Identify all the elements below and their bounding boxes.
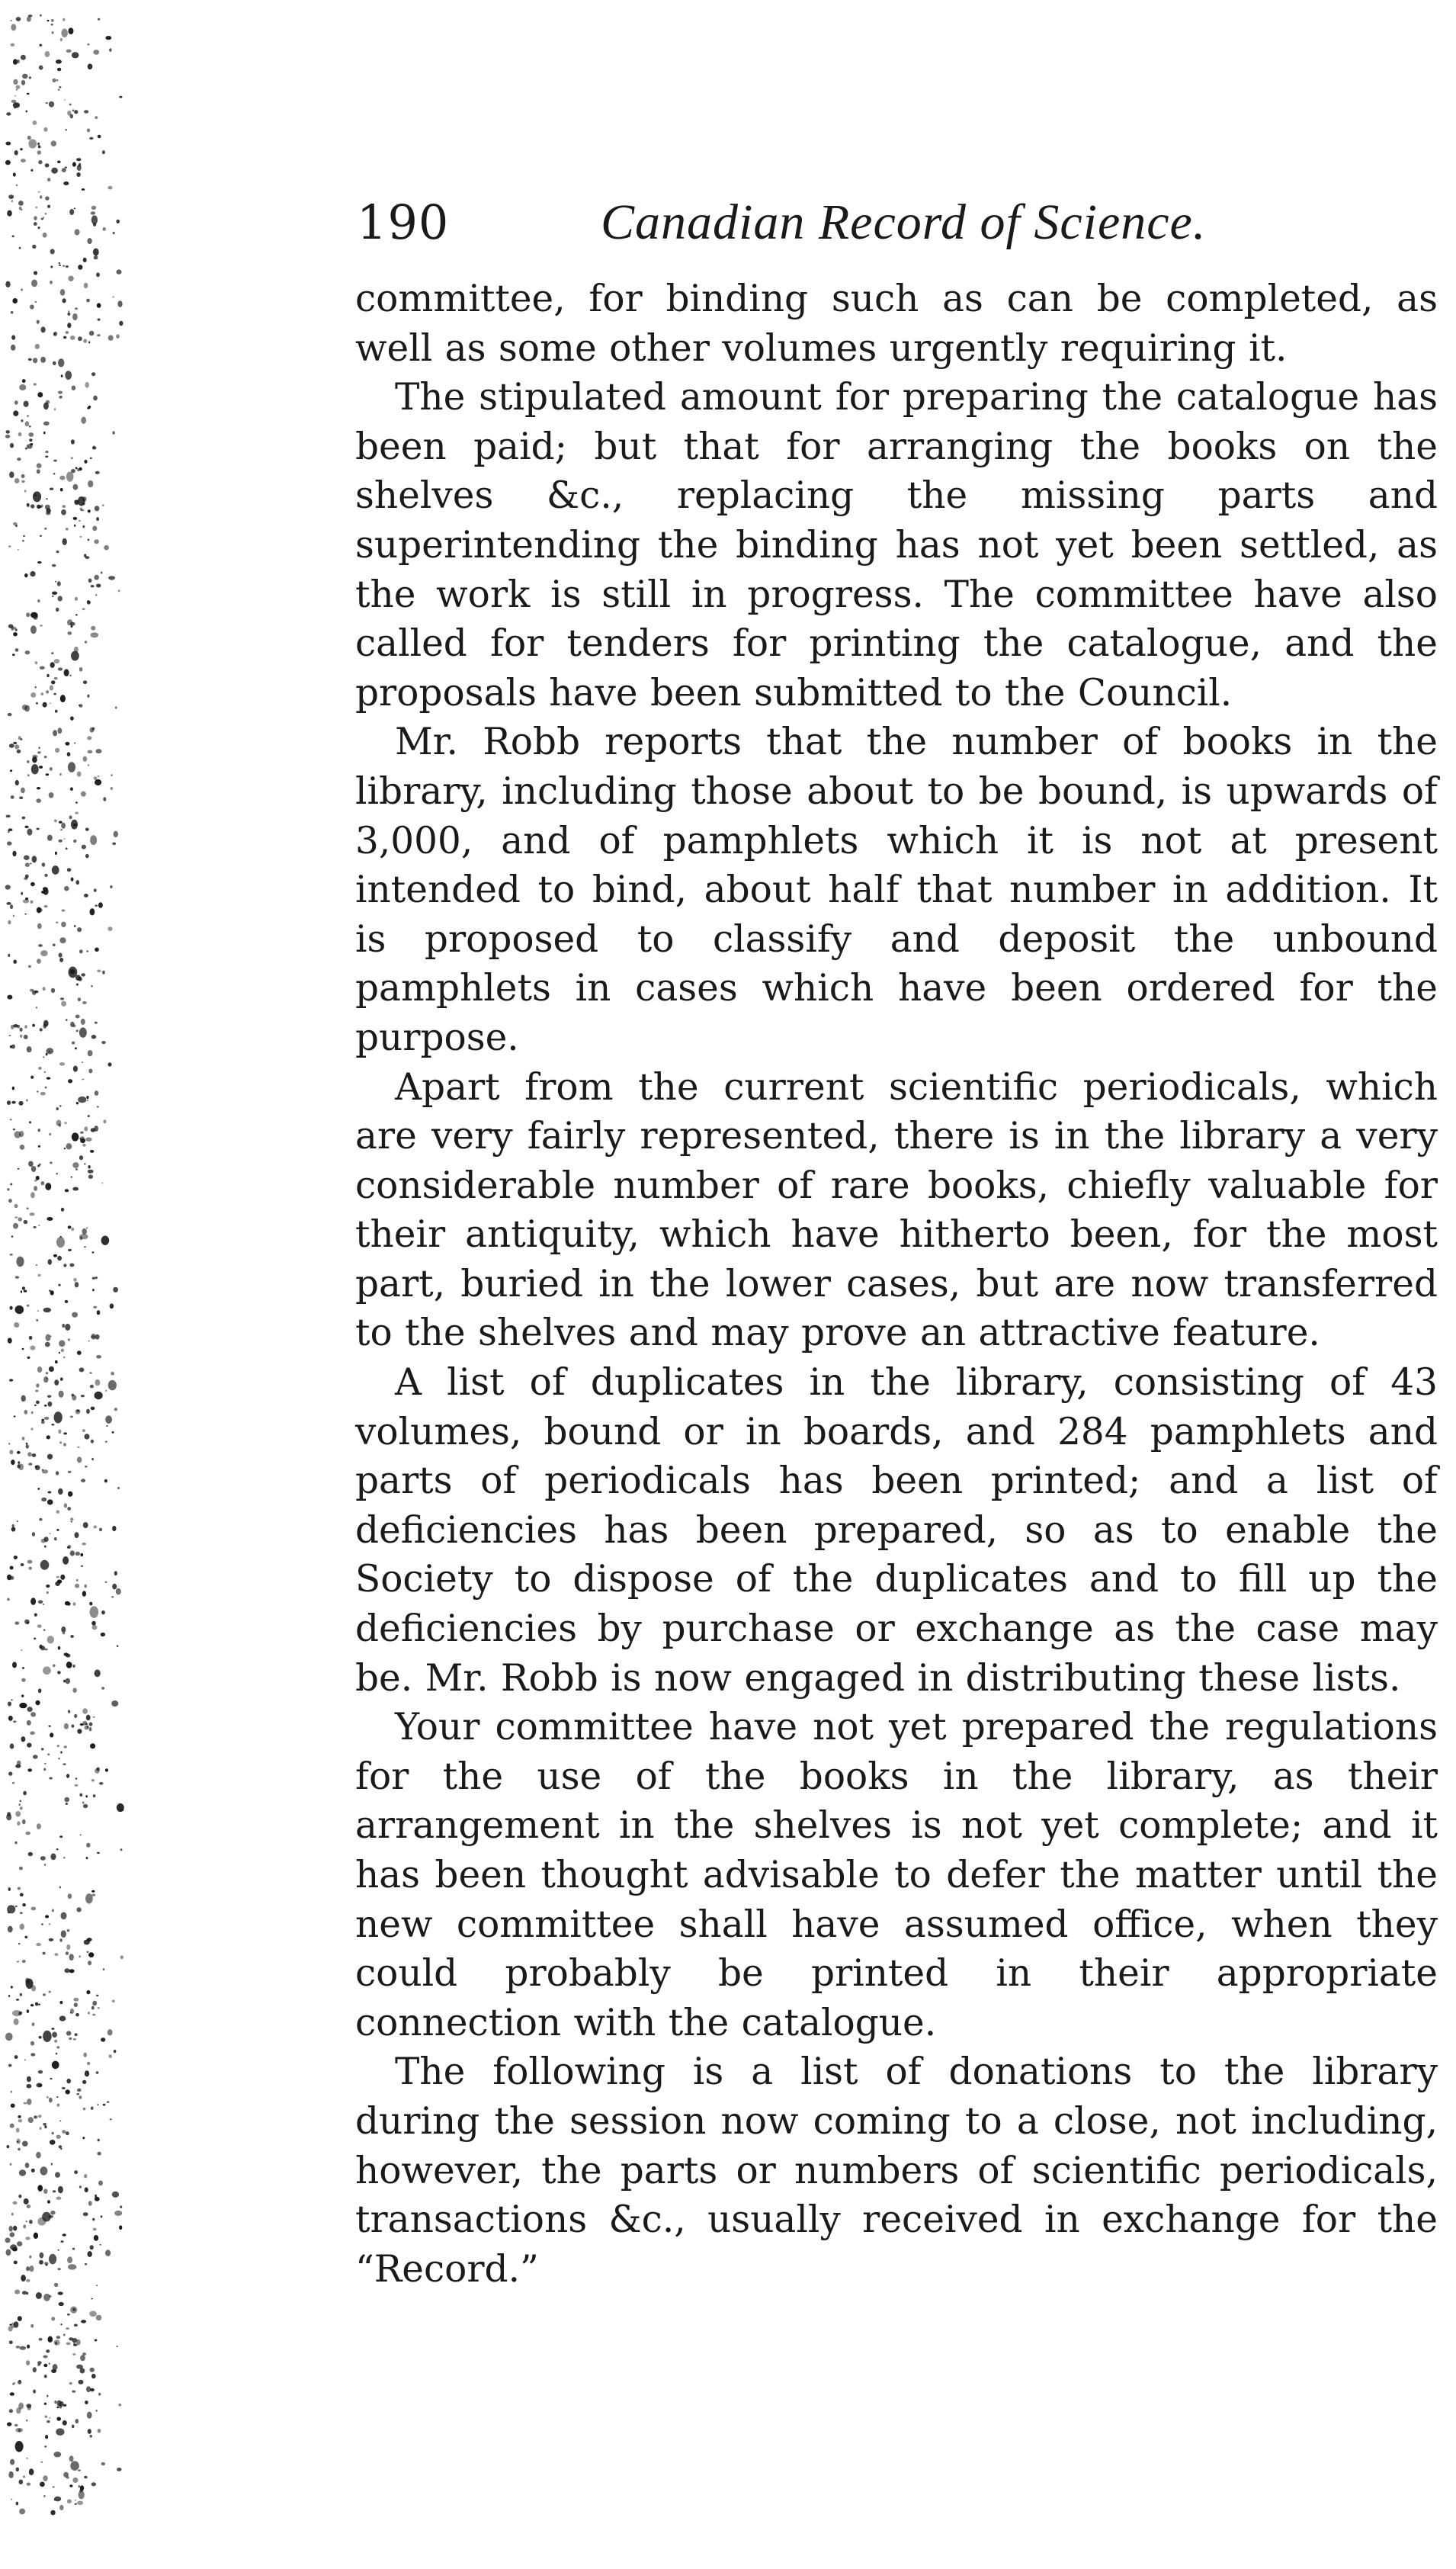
- paragraph: Apart from the current scientific periodicals, which are very fairly represented, there is in the library a very considerable number of rare books, chiefly valuable for their antiquity, which have hitherto been, for the most part, buried in the lower cases, but are now transferred to the shelves and may prove an attractive feature.: [355, 1065, 1438, 1355]
- body-text: [355, 275, 1438, 2294]
- paragraph: A list of duplicates in the library, consisting of 43 volumes, bound or in boards, and 284 pamphlets and parts of periodicals has been printed; and a list of deficiencies has been prepared, so as to enable the Society to dispose of the duplicates and to fill up the deficiencies by purchase or exchange as the case may be. Mr. Robb is now engaged in distributing these lists.: [355, 1361, 1438, 1700]
- page-number: 190: [357, 194, 450, 250]
- paragraph: Your committee have not yet prepared the regulations for the use of the books in the library, as their arrangement in the shelves is not yet complete; and it has been thought advisable to defer the matter until the new committee shall have assumed office, when they could probably be printed in their appropriate connection with the catalogue.: [355, 1706, 1438, 2044]
- paragraph: The following is a list of donations to the library during the session now coming to a close, not including, however, the parts or numbers of scientific periodicals, transactions &c., usually received in exchange for the “Record.”: [355, 2050, 1438, 2291]
- paragraph: committee, for binding such as can be completed, as well as some other volumes urgently requiring it.: [355, 278, 1438, 370]
- paragraph: Mr. Robb reports that the number of books in the library, including those about to be bound, is upwards of 3,000, and of pamphlets which it is not at present intended to bind, about half that number in addition. It is proposed to classify and deposit the unbound pamphlets in cases which have been ordered for the purpose.: [355, 721, 1438, 1059]
- page-header: [357, 188, 1439, 257]
- running-head: Canadian Record of Science.: [601, 194, 1207, 250]
- binding-edge-speckles: [0, 0, 130, 2569]
- paragraph: The stipulated amount for preparing the catalogue has been paid; but that for arranging the books on the shelves &c., replacing the missing parts and superintending the binding has not yet been settled, as the work is still in progress. The committee have also called for tenders for printing the catalogue, and the proposals have been submitted to the Council.: [355, 376, 1438, 715]
